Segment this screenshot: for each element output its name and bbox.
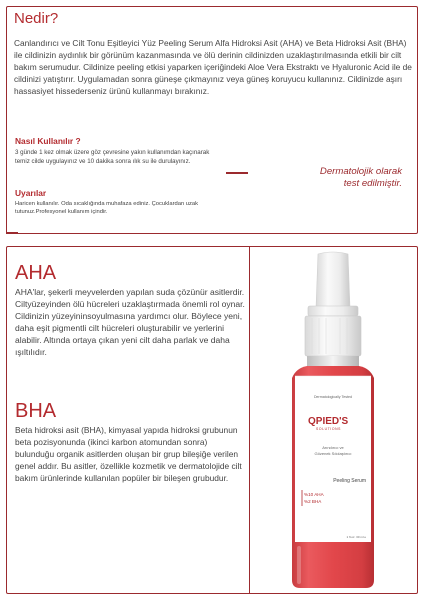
- label-product-name: Peeling Serum: [333, 478, 366, 484]
- badge-line-2: test edilmiştir.: [343, 178, 402, 189]
- badge-dash: [226, 172, 248, 174]
- frame-corner-accent: [6, 232, 18, 234]
- intro-body: Canlandırıcı ve Cilt Tonu Eşitleyici Yüz Peeling Serum Alfa Hidroksi Asit (AHA) ve Beta Hidroksi Asit (BHA) ile cildinizin aydınlık bir görünüm kazanmasında ve ölü derinin cildinizden uzaklaştırılmasında etkili bir cilt bakım serumudur. Cildinize peeling etkisi yaparken içeriğindeki Aloe Vera Ekstraktı ve Hyaluronic Acid ile de cildinizi yatıştırır. Uygulamadan sonra güneşe çıkmayınız veya güneş koruyucu kullanınız. Cildinizde aşırı hassasiyet hissederseniz ürünü kullanmayı bırakınız.: [14, 38, 412, 96]
- label-desc-1: Arındırıcı ve: [322, 445, 344, 450]
- product-label: [295, 376, 371, 542]
- usage-body: 3 günde 1 kez olmak üzere göz çevresine yakın kullanımdan kaçınarak temiz cilde uygulayınız ve 10 dakika sonra ılık su ile durulayınız.: [15, 149, 210, 165]
- bha-title: BHA: [15, 400, 57, 422]
- aha-body: AHA'lar, şekerli meyvelerden yapılan suda çözünür asitlerdir. Ciltyüzeyinden ölü hücreleri uzaklaştırmada önemli rol oynar. Cildinizin yüzeyininsoyulmasına yardımcı olur. Böylece yeni, daha eşit pigmentli cilt hücreleri oluşturabilir ve yerlerini alabilir. Altında ortaya çıkan yeni cilt daha parlak ve daha ışıltılıdır.: [15, 287, 245, 358]
- bottle-neck: [307, 356, 359, 366]
- bha-body: Beta hidroksi asit (BHA), kimyasal yapıda hidroksi grubunun beta pozisyonunda (ikinci karbon atomundan sonra) bulunduğu organik asitlerden oluşan bir grup bileşiğe verilen genel addır. Bu asitler, özellikle kozmetik ve dermatolojide cilt bakım ürünlerinde kullanılan popüler bir bileşen grubudur.: [15, 425, 242, 484]
- aha-title: AHA: [15, 262, 57, 284]
- bottle-cap: [305, 316, 361, 356]
- label-brand-sub: SOLUTIONS: [316, 427, 341, 431]
- serum-bottle-illustration: [250, 250, 416, 592]
- dermatology-badge: [252, 166, 402, 190]
- label-ingredient-aha: %10 AHA: [304, 492, 324, 497]
- warnings-title: Uyarılar: [15, 188, 47, 198]
- label-ingredient-bha: %2 BHA: [304, 499, 322, 504]
- dropper-bulb: [316, 252, 350, 311]
- badge-line-1: Dermatolojik olarak: [319, 166, 402, 177]
- label-brand: QPIED'S: [308, 416, 349, 427]
- usage-title: Nasıl Kullanılır ?: [15, 136, 81, 146]
- intro-title: Nedir?: [14, 10, 59, 27]
- warnings-body: Haricen kullanılır. Oda sıcaklığında muhafaza ediniz. Çocuklardan uzak tutunuz.Profesyonel kullanım içindir.: [15, 201, 199, 216]
- dropper-collar: [308, 306, 358, 316]
- label-volume: 1 fl.oz. 30 ml e: [346, 535, 366, 539]
- label-tested: Dermatologically Tested: [313, 395, 353, 399]
- label-desc-2: Gözenek Sıkılaştırıcı: [314, 451, 352, 456]
